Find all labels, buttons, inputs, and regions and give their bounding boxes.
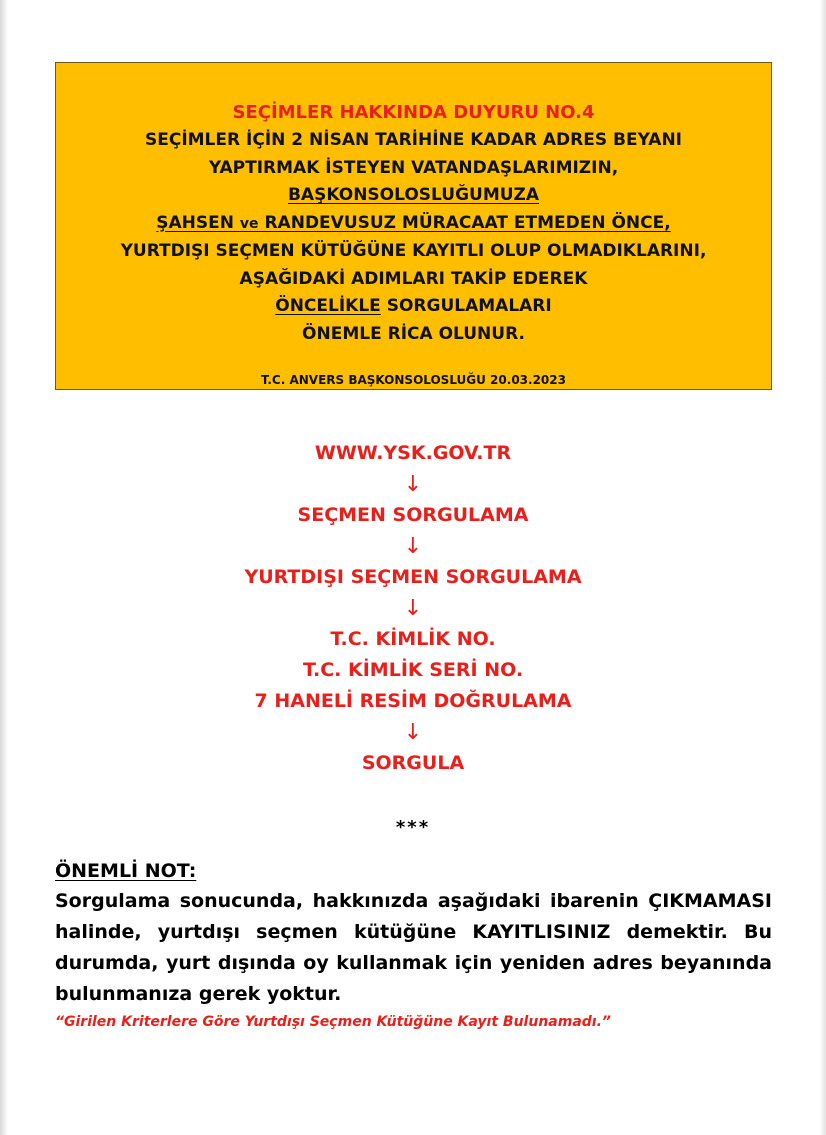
down-arrow-icon: ↓	[403, 534, 423, 559]
announcement-text	[56, 99, 771, 348]
important-note	[55, 856, 772, 1032]
announcement-signature: T.C. ANVERS BAŞKONSOLOSLUĞU 20.03.2023	[261, 373, 566, 387]
announcement-line-2: YAPTIRMAK İSTEYEN VATANDAŞLARIMIZIN,	[208, 157, 619, 178]
step-id-serial-number: T.C. KİMLİK SERİ NO.	[302, 659, 524, 681]
queries-text: SORGULAMALARI	[380, 296, 552, 316]
and-text: ve	[239, 215, 259, 232]
announcement-title: SEÇİMLER HAKKINDA DUYURU NO.4	[232, 102, 595, 123]
step-captcha: 7 HANELİ RESİM DOĞRULAMA	[254, 690, 572, 712]
announcement-line-6: AŞAĞIDAKİ ADIMLARI TAKİP EDEREK	[239, 268, 588, 289]
announcement-line-1: SEÇİMLER İÇİN 2 NİSAN TARİHİNE KADAR ADRES BEYANI	[144, 130, 682, 150]
step-submit-query: SORGULA	[361, 752, 465, 774]
step-website: WWW.YSK.GOV.TR	[314, 442, 512, 464]
announcement-line-8: ÖNEMLE RİCA OLUNUR.	[302, 323, 525, 344]
without-appointment-text: RANDEVUSUZ MÜRACAAT ETMEDEN ÖNCE,	[258, 212, 671, 233]
announcement-line-3	[56, 182, 771, 210]
announcement-line-5: YURTDIŞI SEÇMEN KÜTÜĞÜNE KAYITLI OLUP OLMADIKLARINI,	[120, 241, 707, 261]
consulate-text: BAŞKONSOLOSLUĞUMUZA	[287, 185, 540, 205]
note-quote: “Girilen Kriterlere Göre Yurtdışı Seçmen Kütüğüne Kayıt Bulunamadı.”	[55, 1014, 611, 1030]
step-id-number: T.C. KİMLİK NO.	[330, 628, 496, 650]
in-person-text: ŞAHSEN	[156, 212, 240, 233]
announcement-line-4	[56, 210, 771, 239]
announcement-line-7	[56, 293, 771, 321]
note-body: Sorgulama sonucunda, hakkınızda aşağıdaki ibarenin ÇIKMAMASI halinde, yurtdışı seçmen kütüğüne KAYITLISINIZ demektir. Bu durumda, yurt dışında oy kullanmak için yeniden adres beyanında bulunmanıza gerek yoktur.	[55, 890, 772, 1005]
step-abroad-voter-query: YURTDIŞI SEÇMEN SORGULAMA	[244, 566, 582, 588]
note-heading: ÖNEMLİ NOT:	[55, 860, 197, 882]
section-separator: ***	[395, 817, 431, 838]
step-voter-query: SEÇMEN SORGULAMA	[297, 504, 529, 526]
query-steps	[0, 438, 826, 779]
announcement-box	[55, 62, 772, 390]
down-arrow-icon: ↓	[403, 596, 423, 621]
down-arrow-icon: ↓	[403, 472, 423, 497]
down-arrow-icon: ↓	[403, 720, 423, 745]
priority-text: ÖNCELİKLE	[275, 296, 381, 316]
